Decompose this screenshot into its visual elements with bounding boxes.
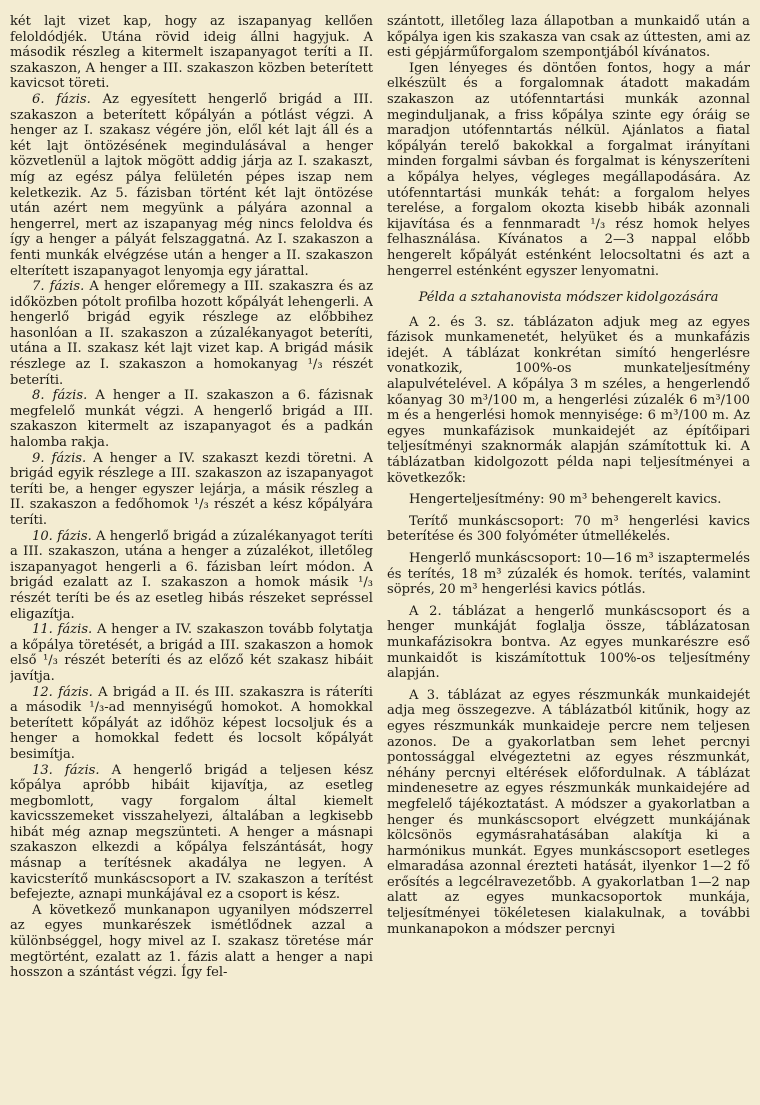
paragraph-text: A hengerlő brigád a zúzalékanyagot teríti a III. szakaszon, utána a henger a zúzalékot, illetőleg iszapanyagot hengerli a 6. fázisban leírt módon. A brigád ezalatt az I. szakaszon a homok másik ¹/₃ részét teríti be és az esetleg hibás részeket sepréssel eligazítja. [10,528,373,622]
phase-label: 10. fázis. [32,528,92,544]
body-paragraph [387,492,750,508]
phase-label: 9. fázis. [32,450,87,466]
paragraph-text: Az egyesített hengerlő brigád a III. szakaszon a beterített kőpályán a pótlást végzi. A henger az I. szakasz végére jön, elől két lajt áll és a két lajt öntözésének megindulásával a henger közvetlenül a lajtok mögött addig járja az I. szakaszt, míg az egész pálya felületén pépes iszap nem keletkezik. Az 5. fázisban történt két lajt öntözése után azért nem megyünk a pályára azonnal a hengerrel, mert az iszapanyag még nincs feloldva és így a henger a pályát felszaggatná. Az I. szakaszon a fenti munkák elvégzése után a henger a II. szakaszon elterített iszapanyagot lenyomja egy járattal. [10,91,373,279]
body-paragraph [10,903,373,981]
paragraph-text: A 2. és 3. sz. táblázaton adjuk meg az egyes fázisok munkamenetét, helyüket és a munkafázis idejét. A táblázat konkrétan simító hengerlésre vonatkozik, 100%-os munkateljesítmény alapulvételével. A kőpálya 3 m széles, a hengerlendő kőanyag 30 m³/100 m, a hengerlési zúzalék 6 m³/100 m és a hengerlési homok mennyisége: 6 m³/100 m. Az egyes munkafázisok munkaidejét az építőipari teljesítményi szaknormák alapján számítottuk ki. A táblázatban kidolgozott példa napi teljesítményei a következők: [387,314,750,486]
body-paragraph [387,604,750,682]
paragraph-text: szántott, illetőleg laza állapotban a munkaidő után a kőpálya igen kis szakasza van csak az úttesten, ami az esti gépjárműforgalom szempontjából kívánatos. [387,14,750,61]
paragraph-text: Hengerlő munkáscsoport: 10—16 m³ iszaptermelés és terítés, 18 m³ zúzalék és homok. terítés, valamint söprés, 20 m³ hengerlési kavics pótlás. [387,551,750,598]
phase-paragraph [10,622,373,684]
phase-paragraph [10,685,373,763]
phase-label: 6. fázis. [32,91,91,107]
body-paragraph [387,688,750,938]
phase-label: 7. fázis. [32,279,85,295]
body-paragraph [387,315,750,487]
paragraph-text: A hengerlő brigád a teljesen kész kőpálya apróbb hibáit kijavítja, az esetleg megbomlott, vagy forgalom által kiemelt kavicsszemeket visszahelyezi, általában a legkisebb hibát még aznap megszünteti. A henger a másnapi szakaszon elkezdi a kőpálya felszántását, hogy másnap a terítésnek akadálya ne legyen. A kavicsterítő munkáscsoport a IV. szakaszon a terítést befejezte, aznapi munkájával ez a csoport is kész. [10,762,373,903]
paragraph-text: A henger a II. szakaszon a 6. fázisnak megfelelő munkát végzi. A hengerlő brigád a III. szakaszon kitermelt az iszapanyagot és a padkán halomba rakja. [10,388,373,451]
phase-paragraph [10,763,373,903]
body-paragraph [10,14,373,92]
body-paragraph [387,61,750,279]
paragraph-text: Terítő munkáscsoport: 70 m³ hengerlési kavics beterítése és 300 folyóméter útmellékelés. [387,513,750,545]
phase-label: 11. fázis. [32,622,93,638]
phase-paragraph [10,388,373,450]
paragraph-text: A henger a IV. szakaszon tovább folytatja a kőpálya töretését, a brigád a III. szakaszon a homok első ¹/₃ részét beteríti és az előző két szakasz hibáit javítja. [10,622,373,684]
paragraph-text: A brigád a II. és III. szakaszra is ráteríti a második ¹/₃-ad mennyiségű homokot. A homokkal beterített kőpályát az időhöz képest locsoljuk és a henger a homokkal fedett és locsolt kőpályát besimítja. [10,684,373,762]
phase-label: 12. fázis. [32,684,93,700]
left-column [10,14,373,981]
paragraph-text: A henger előremegy a III. szakaszra és az időközben pótolt profilba hozott kőpályát lehengerli. A hengerlő brigád egyik részlege az előbbihez hasonlóan a II. szakaszon a zúzalékanyagot beteríti, utána a II. szakasz két lajt vizet kap. A brigád másik részlege az I. szakaszon a homokanyag ¹/₃ részét beteríti. [10,279,373,388]
section-heading: Példa a sztahanovista módszer kidolgozására [418,290,719,306]
phase-paragraph [10,92,373,279]
phase-label: 8. fázis. [32,388,88,404]
paragraph-text: Igen lényeges és döntően fontos, hogy a már elkészült és a forgalomnak átadott makadám szakaszon az utófenntartási munkák azonnal meginduljanak, a friss kőpálya szinte egy óráig se maradjon utófenntartás nélkül. Ajánlatos a fiatal kőpályán terelő bakokkal a forgalmat irányítani minden forgalmi sávban és forgalmat is kényszeríteni a kőpálya helyes, végleges megállapodására. Az utófenntartási munkák tehát: a forgalom helyes terelése, a forgalom okozta kisebb hibák azonnali kijavítása és a fennmaradt ¹/₃ rész homok helyes felhasználása. Kívánatos a 2—3 nappal előbb hengerelt kőpályát esténként lelocsoltatni és azt a hengerrel esténként egyszer lenyomatni. [387,60,750,279]
paragraph-text: két lajt vizet kap, hogy az iszapanyag kellően feloldódjék. Utána rövid ideig állni hagyjuk. A második részleg a kitermelt iszapanyagot teríti a II. szakaszon, A henger a III. szakaszon közben beterített kavicsot töreti. [10,14,373,92]
paragraph-text: Hengerteljesítmény: 90 m³ behengerelt kavics. [409,492,722,508]
paragraph-text: A henger a IV. szakaszt kezdi töretni. A brigád egyik részlege a III. szakaszon az iszapanyagot teríti be, a henger egyszer lejárja, a másik részleg a II. szakaszon a fedőhomok ¹/₃ részét a kész kőpályára teríti. [10,450,373,528]
paragraph-text: A következő munkanapon ugyanilyen módszerrel az egyes munkarészek ismétlődnek azzal a különbséggel, hogy mivel az I. szakasz töretése már megtörtént, ezalatt az 1. fázis alatt a henger a napi hosszon a szántást végzi. Így fel- [10,902,373,981]
phase-label: 13. fázis. [32,762,100,778]
two-column-layout [10,14,750,981]
right-column [387,14,750,981]
paragraph-text: A 2. táblázat a hengerlő munkáscsoport és a henger munkáját foglalja össze, táblázatosan munkafázisokra bontva. Az egyes munkarészre eső munkaidőt is kiszámítottuk 100%-os teljesítmény alapján. [387,603,750,682]
paragraph-text: A 3. táblázat az egyes részmunkák munkaidejét adja meg összegezve. A táblázatból kitűnik, hogy az egyes részmunkák munkaideje percre nem teljesen azonos. De a gyakorlatban sem lehet percnyi pontossággal elvégeztetni az egyes részmunkát, néhány percnyi eltérések előfordulnak. A táblázat mindenesetre az egyes részmunkák munkaidejére ad megfelelő tájékoztatást. A módszer a gyakorlatban a henger és munkáscsoport elvégzett munkájának kölcsönös egymásrahatásában alakítja ki a harmónikus munkát. Egyes munkáscsoport esetleges elmaradása azonnal érezteti hatását, ilyenkor 1—2 fő erősítés a legcélravezetőbb. A gyakorlatban 1—2 nap alatt az egyes munkacsoportok munkája, teljesítményei tökéletesen kialakulnak, a további munkanapokon a módszer percnyi [387,687,750,937]
phase-paragraph [10,451,373,529]
body-paragraph [387,14,750,61]
body-paragraph [387,514,750,545]
phase-paragraph [10,279,373,388]
body-paragraph [387,551,750,598]
phase-paragraph [10,529,373,623]
